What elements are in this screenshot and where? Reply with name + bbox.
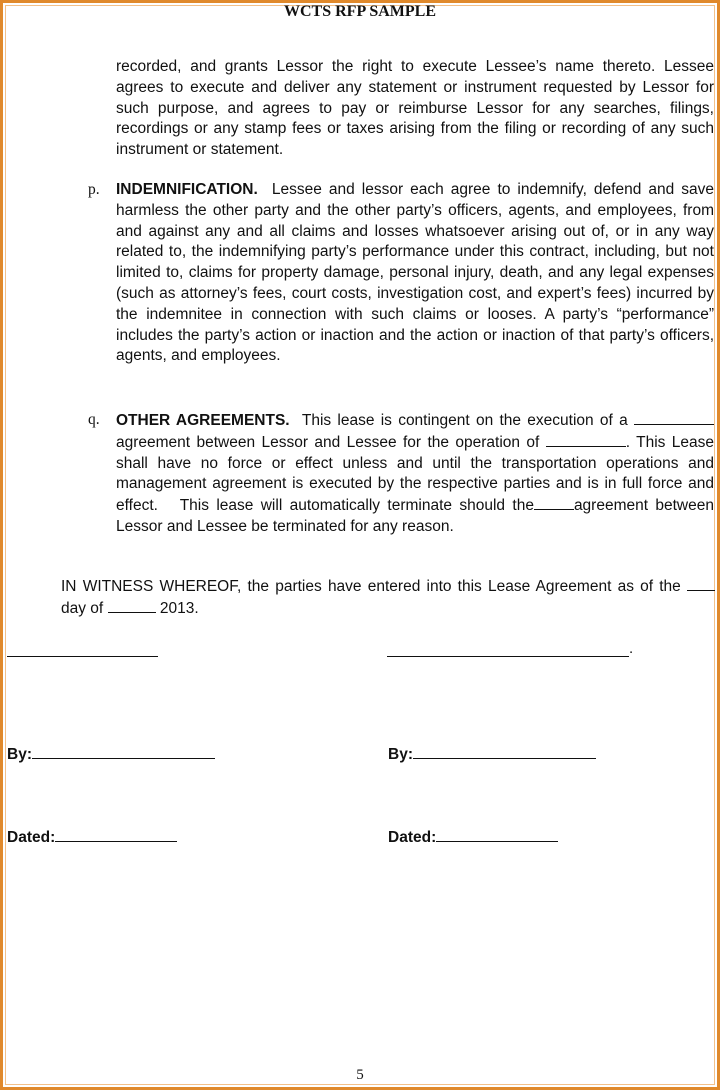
blank-day[interactable] [687,576,715,591]
lessee-by [388,744,596,764]
page-title: WCTS RFP SAMPLE [283,3,436,20]
blank-month[interactable] [108,598,156,613]
section-q-letter: q. [88,411,100,428]
section-q-text-5: agreement between Lessor and Lessee be terminated for any reason. [116,497,714,535]
lessor-by-field[interactable] [32,744,215,759]
page-number: 5 [356,1067,364,1083]
section-p-indemnification [88,180,714,367]
section-p-text: Lessee and lessor each agree to indemnify, defend and save harmless the other party and the other party’s officers, agents, and employees, from and against any and all claims and losses whatsoever arising out of, or in any way related to, the indemnifying party’s performance under this contract, including, but not limited to, claims for property damage, personal injury, death, and any legal expenses (such as attorney’s fees, court costs, investigation cost, and expert’s fees) incurred by the indemnitee in connection with such claims or looses. A party’s “performance” includes the party’s action or inaction and the action or inaction of that party’s officers, agents, and employees. [116,181,714,365]
lessor-dated-label: Dated: [7,829,56,846]
witness-paragraph [61,576,715,620]
section-p-heading: INDEMNIFICATION. [116,181,258,198]
witness-text-2: day of [61,599,104,617]
section-q-text-2: agreement between Lessor and Lessee for the operation of [116,433,540,451]
lessee-by-field[interactable] [413,744,596,759]
section-q-heading: OTHER AGREEMENTS. [116,412,290,429]
blank-operation-of[interactable] [546,432,626,447]
continuation-paragraph: recorded, and grants Lessor the right to execute Lessee’s name thereto. Lessee agrees to execute and deliver any statement or instrument requested by Lessor for such purpose, and agrees to pay or reimburse Lessor for any searches, filings, recordings or any stamp fees or taxes arising from the filing or recording of any such instrument or statement. [116,58,714,159]
blank-agreement-type-1[interactable] [634,410,714,425]
lessor-by-label: By: [7,746,32,763]
section-q-text-1: This lease is contingent on the execution of a [301,412,628,429]
blank-agreement-type-2[interactable] [534,495,574,510]
lessor-dated-field[interactable] [55,827,177,842]
lessee-by-label: By: [388,746,413,763]
lessor-dated [7,827,177,847]
witness-text-1: IN WITNESS WHEREOF, the parties have entered into this Lease Agreement as of the [61,578,681,595]
lessee-dated-label: Dated: [388,829,437,846]
section-q-text-3: . This Lease shall have no force or effect unless and until the transportation operations and management agreement is executed by the respective parties and is in full force and effect. [116,433,715,515]
lessee-dated-field[interactable] [436,827,558,842]
section-q-other-agreements [88,410,715,538]
lessor-signature-line[interactable] [7,656,158,657]
witness-text-3: 2013. [159,599,199,617]
lessee-dated [388,827,558,847]
lessor-by [7,744,215,764]
lessee-signature-line[interactable] [387,656,629,657]
section-p-body [116,180,714,367]
section-p-letter: p. [88,181,100,198]
section-q-body [116,410,714,538]
signature-line-period: . [629,640,634,657]
section-q-text-4: This lease will automatically terminate should the [179,497,534,515]
